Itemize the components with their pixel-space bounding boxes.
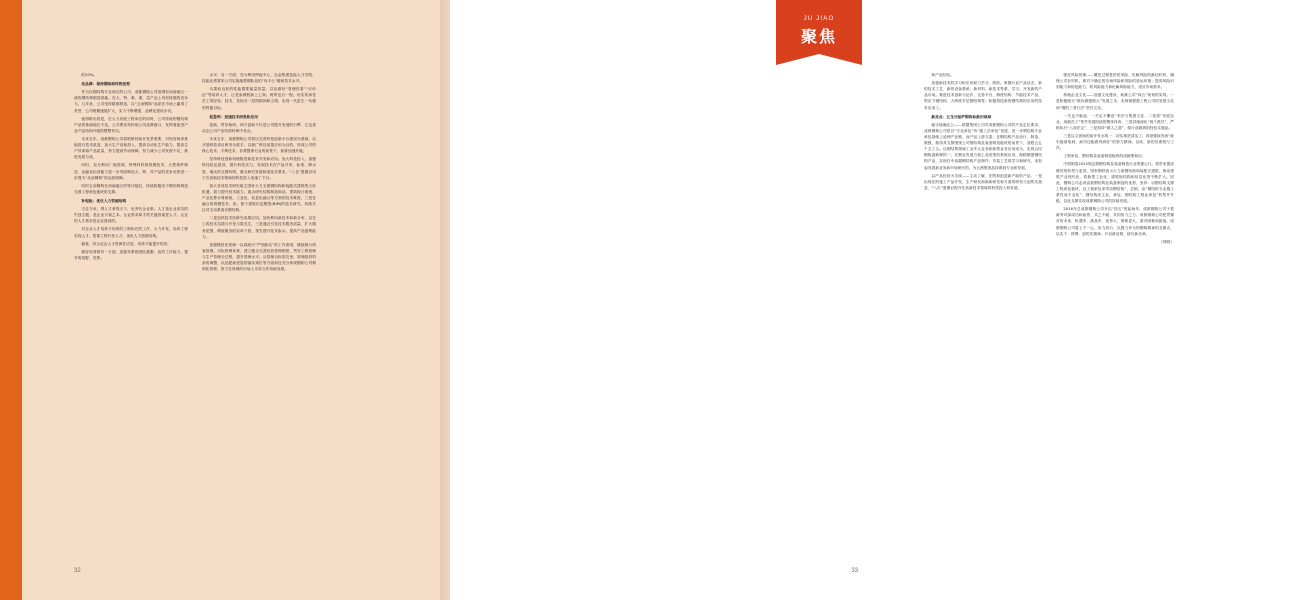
- article-paragraph: 二是加快技术经研究成果应用。加快利用新技术和新分布，以在工的技术实践与开发与果先生，三是通过引发技术服务质量，扩大服务范围，增值服务的容率于段，预先提升技术参水。提高产品盈利能力。: [202, 216, 316, 239]
- right-column-1: [924, 72, 1042, 542]
- article-paragraph: 中国制造2025规定做钢结构及装备制造行业的强心行。将带来提质增效的转型与更进，国家钢铁表示大力废钢结构和装配式建筑、推动建筑产业现代化，将新型工业化、建筑规结构和信息化等不断扩大。因此，钢构公司必须直看钢结构及装备制造的优势，坚持：以钢结构支撑工程承包板块，以工程承包来带动钢结构“、总励，由“钢结构专业施工系性而专业化”、钢结构成主业，承包、钢结构工程业承包”转型并升级，以此支撑实现成都钢构公司的持续发展。: [1056, 162, 1174, 204]
- article-subheading: 促盈利：加速技术研发和应用: [209, 114, 258, 119]
- left-column-3: [330, 72, 444, 542]
- article-paragraph: 做好培养领导一方面，加强对系统团队震聚、高效工作能力、提升的视野，发挥。: [74, 249, 188, 260]
- article-paragraph: 和产品经验。: [931, 73, 954, 77]
- article-subheading: 补短板：优化人力资源结构: [81, 198, 127, 203]
- article-paragraph: 乌果取良好的性能置要能量的量。以及做好“管理你看”“评价证”等培养人才，让老参博胜新上上岗。两带也行一程。切实传承老员工的经验、技术，发扬各一层的精神和文明，实现一代更生一代强的终极目标。: [202, 87, 316, 110]
- right-page: [450, 0, 1175, 600]
- section-masthead: [776, 0, 862, 54]
- article-paragraph: 的20%。: [81, 73, 98, 77]
- article-paragraph: 加强新技术的学习和应用和力学习、吸收。掌握行业产品动态、新的技术工艺、新的设备系统、新材料、新技术等系，学习、开发新的产品市场。推进技术创新与运作，完善平台、制度结构、节能技术产品、预应力钢结构、大跨度多层钢结构等。积极将技新的钢结构的应用的技术应用工。: [924, 81, 1042, 110]
- left-page-columns: [74, 72, 444, 542]
- left-column-1: [74, 72, 188, 542]
- left-page: [22, 0, 450, 600]
- folio-left: 32: [74, 568, 81, 574]
- article-paragraph: 同时，充分利用厂地资源，特殊材料排挤赛技术、大型构件制造、运输及标设能力进一步巩固制造大、特、异产品的竞争优势进一步提为“从治钢构”的品质保障。: [74, 163, 188, 180]
- article-paragraph: 同时五治钢构在西南地区的等功地位，持续将服务于钢结构制造支撑工程承包板块的支撑。: [74, 183, 188, 194]
- article-paragraph: 三是以文创始的前开发水的一：切实推进清洁工；四是继续发扬“致引能被取到，致印还能做得到好”的努力精神。以高、新的员系统与工作。: [1056, 133, 1174, 151]
- folio-right: 33: [851, 568, 858, 574]
- right-column-2: [1056, 72, 1174, 542]
- left-column-2: [202, 72, 316, 542]
- article-paragraph: 加大非设技术研究航主国家大力支援钢结构和装配式建筑的大好机遇，看力提升技术能力，重点研究结构制造商品、建筑规计系统、产业化算计算系统、工业化、信息化融合等方面的技术难度。三是在融合的规模技术、如，基于建筑信息模型(BIM)的技术研究，持续关注对支用系索各钢结构。: [202, 183, 316, 213]
- article-paragraph: 工程承包、钢结构及装备制造板块的成就要和应。: [1063, 154, 1146, 159]
- article-byline: （郑明）: [1159, 239, 1174, 244]
- article-subheading: 新亮点：五龙分驱炉钢构标新旧领域: [931, 114, 992, 119]
- right-page-columns: [924, 72, 1306, 542]
- article-paragraph: 未来五年，成都钢构公司将根够持续开发景需要，对现有两泽基地进行技术改造，加大生产设备投入，提高自动化生产能力，提高生产效率和产品质量，努力提高劳动保障，努力减少公司发展不足，推进发展与成。: [74, 136, 188, 160]
- article-paragraph: 值得推出的是，在大力发展工程单位的同时，公司传统的钢结构产品的基础地位不变。公司要坚持传统公司品牌意口，发挥看促进产业产品结构升级的整整作用。: [74, 116, 188, 133]
- article-paragraph: 创新，贯穿始终。四方创新不仅是公司提升发展的引擎，它也是动态公司产业结构转伸中亮点。: [202, 122, 316, 133]
- orange-edge-band: [0, 0, 22, 600]
- article-paragraph: 一关也不驱逐、一关也不懈怠“李法与集团文化、二是将“发展企业、成就员工”等并发展阶段的整体体育、三是持续深化“两个推任”，严格执行“八项法定”，三是持持“做人之道”，做行前做到的经验实施品。: [1056, 113, 1175, 130]
- masthead-pinyin: JU JIAO: [803, 16, 835, 22]
- article-paragraph: 强化风险管理——覆挖过程是防范风险、化解风险的最佳时机、确保公司在时机，即对不确定的市场风险和风险的营运环境；提高风险识别能力和防范能力，防风险能力和化解风险能力，适应市场需求。: [1056, 73, 1174, 90]
- article-paragraph: 坚持科技创新机理推进新技术开发和应用。加大科技投入，加强科技队伍建设，提升科技实力，发展技术在产品开发、标准、降水准，淘汰的支撑所网，重点研究发展制造技术要求，“八仓”愿期启用于在高新技术领域的科技投入加速了下台。: [202, 157, 316, 180]
- article-paragraph: 未来五年，成都钢构公司将以完善科技创新平台建设为基础，以开展科技项目研发为抓手，以独广科技成果应用为目的，形成公司的核心技术、专利技术、非要整系行业的前景下，致推加速升级。: [202, 136, 316, 154]
- masthead-title: 聚焦: [800, 27, 837, 46]
- article-subheading: 亮品牌：保持钢结构传统优势: [81, 82, 130, 87]
- article-paragraph: 2016年总成都钢构公司开启“四五”的起始年，成都钢构公司干着新秀对部成功和前景、共之不破、共同努力之力。成都钢构公司把贯赛对的未来，机遇多、挑战多、优势大、困难更大，面对困难和挑战，成都钢构公司将上下一心，协力同行，以强力作为的钢构精神的支撑点，以实干、拼搏、创的先精神、开启新征程，续写新乐章。: [1056, 207, 1174, 236]
- right-column-3: [1188, 72, 1306, 542]
- article-paragraph: 对企业人才培养才培养的工程和在的工作，大力开发。培养工程实现人才。招募工程开发人才，优化人力资源结构。: [74, 227, 188, 238]
- article-paragraph: 稳守地确定公——根据集团公司对成都钢构公司的产品定位要求，成都钢构公司是自“专业承包”所“施工总承包”发展，进一步钢结构专业承包基础上延伸产业链，而产品上游文索，在钢结构产品设计、制造、做强、做得具支撑围绕公司钢结构及装备制造板块的前景下，放眼五五个五工合。以钢结构领域工业多元业务和新型业务应用成为，实现合同钢构创新制的一，在钢业发展方面上品类型的系统应用，做精做强钢结构产品，实现在中高端钢结构产品制作、安装工艺的学习和研究，来担起发展新业务新市场研究的，为五洲集团品持做到专业和发展。: [924, 122, 1042, 170]
- article-paragraph: 以产品经营为手段——主动了解，在既和创造新产能的产品，一是由现在的施工产品开发，生产研发和新新研发和方面的研发与创的实战及、“八尔”愿期启程开在高新技术领域的科技投入和发展。: [924, 173, 1042, 190]
- article-paragraph: 作为以钢结构专业闻名的公司，成都钢构公司担纲有西南地区一流的钢结构制造基地。在大、特、难、重、急产品上具有较强的竞争力。几年来，公司坚持精准制造，以“五治钢构”品质在市场上赢得了美誉、公司规模速展扩大，实力不断增强，品牌及建设步伐。: [74, 90, 188, 113]
- article-paragraph: 加强模经化管理一以真践行“严细致实”的工作准则，继续推行绩客管理。对标管理体系，建立健全完善经营管理制度，贯穿工程管理与生产管理全过程，提升管理水平。从管理目标的交里，管理组材料条的调整，以及配套进退的落实到位等方面前近充分体现钢构公司精细化管理。努力在线细的市场上寻求合作持续发展。: [202, 242, 316, 272]
- article-paragraph: 厚植企业文化——加强文化建设、助推公司“四五”规划的实现。一是积极践行“做优做强做大”发展之本，实现做强强工程公司的发展文化和“敬的三者行法”责任文化。: [1056, 93, 1174, 110]
- article-paragraph: 水平；另一方面，充分利用焊接中心、冶金集团技能人才学院，技能业需要非公司实施施要钢队伍的“肯丰公”碰和技术水平。: [202, 73, 316, 84]
- article-paragraph: 古往今来，得人才者得天下，优秀代企业策。人才是企业成功的失独主题，是企业兴衰之本。企业需求和才的关键因素是人才。企业的人才需求是企业建设的。: [74, 207, 188, 224]
- article-paragraph: 输看、综合化企人才资源在应进、培养才能提升的效。: [81, 241, 172, 246]
